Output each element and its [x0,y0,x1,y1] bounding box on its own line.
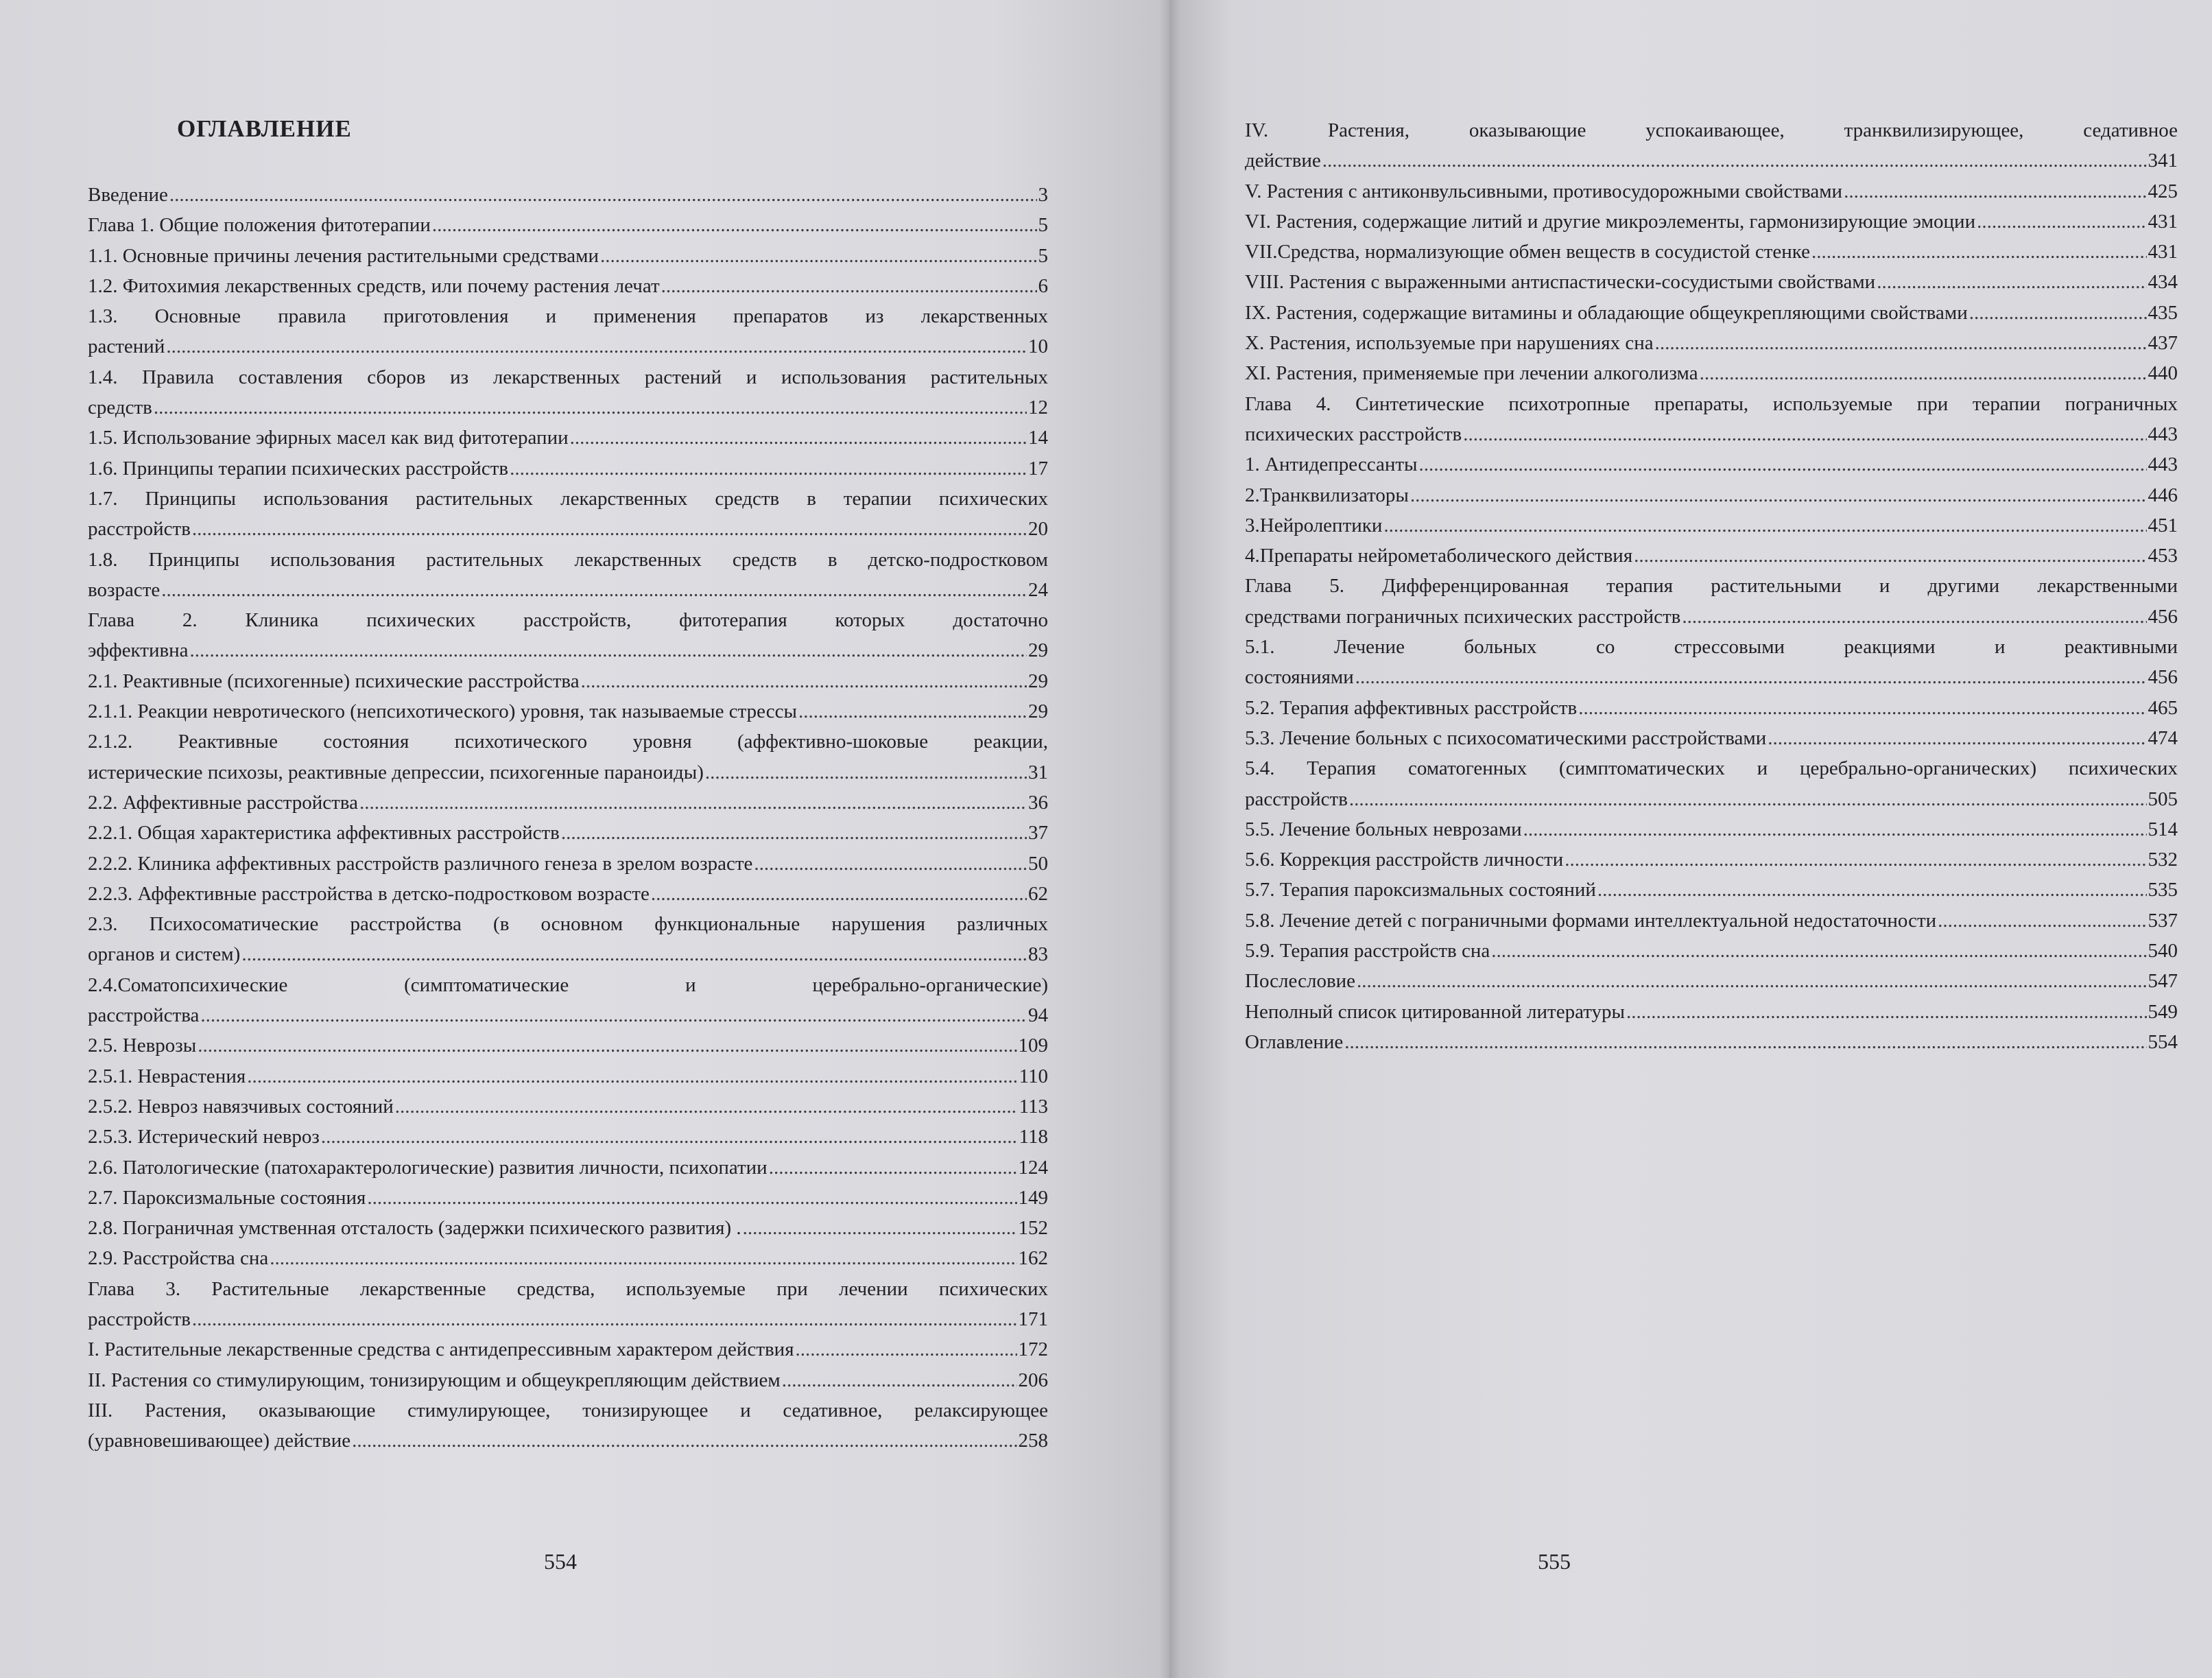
page-title: ОГЛАВЛЕНИЕ [177,115,352,142]
toc-entry-text: Глава 3. Растительные лекарственные средства, используемые при лечении психических [88,1277,1048,1300]
dot-leader [359,788,1027,818]
dot-leader [743,1213,1017,1243]
toc-entry [88,1061,1048,1091]
toc-page-number: 440 [2148,362,2178,385]
toc-entry [88,271,1048,301]
dot-leader [1355,662,2147,692]
toc-entry [88,362,1048,423]
toc-entry-text: XI. Растения, применяемые при лечении алкоголизма [1245,362,1698,385]
dot-leader [1565,844,2146,875]
toc-entry [1245,267,2178,297]
toc-page-number: 20 [1028,518,1048,541]
toc-entry [88,180,1048,210]
toc-page-number: 109 [1018,1035,1048,1057]
toc-entry-text: 1.7. Принципы использования растительных лекарственных средств в терапии психических [88,487,1048,510]
toc-entry [1245,328,2178,358]
toc-entry [1245,510,2178,541]
dot-leader [1419,449,2147,480]
toc-entry [1245,632,2178,693]
toc-entry-text: 1.5. Использование эфирных масел как вид фитотерапии [88,427,569,449]
toc-page-number: 31 [1028,761,1048,783]
toc-page-number: 83 [1028,943,1048,966]
toc-entry [1245,1027,2178,1057]
toc-entry [88,453,1048,484]
dot-leader [1357,966,2146,996]
dot-leader [1597,875,2147,905]
dot-leader [782,1365,1017,1395]
toc-entry [1245,571,2178,632]
toc-entry-text: 2.1.2. Реактивные состояния психотического уровня (аффективно-шоковые реакции, [88,731,1048,753]
toc-entry [88,301,1048,362]
toc-entry-text: 3.Нейролептики [1245,514,1383,536]
toc-entry [88,1122,1048,1152]
toc-page-number: 12 [1028,397,1048,419]
toc-page-number: 17 [1028,457,1048,480]
toc-entry-text: 2.2.3. Аффективные расстройства в детско-подростковом возрасте [88,882,650,905]
toc-page-number: 94 [1028,1004,1048,1027]
toc-entry [88,241,1048,271]
toc-entry [1245,753,2178,814]
dot-leader [510,453,1027,484]
toc-page-number: 10 [1028,335,1048,358]
toc-entry-text: средств [88,397,152,419]
dot-leader [600,241,1036,271]
toc-entry [1245,844,2178,875]
toc-page-number: 537 [2148,909,2178,932]
toc-page-number: 36 [1028,791,1048,814]
toc-page-number: 149 [1018,1186,1048,1209]
toc-entry [1245,906,2178,936]
toc-entry [88,1274,1048,1335]
toc-entry [88,1030,1048,1061]
toc-page-number: 152 [1018,1217,1048,1240]
toc-page-number: 29 [1028,670,1048,692]
toc-page-number: 162 [1018,1247,1048,1270]
toc-entry-text: средствами пограничных психических расстройств [1245,605,1681,628]
toc-page-number: 29 [1028,639,1048,662]
toc-entry-text: Оглавление [1245,1030,1344,1053]
toc-entry-text: 1.6. Принципы терапии психических расстройств [88,457,509,480]
toc-entry-text: расстройств [88,1308,191,1330]
dot-leader [367,1183,1016,1213]
toc-entry-text: 1.8. Принципы использования растительных лекарственных средств в детско-подростковом [88,548,1048,571]
toc-entry [1245,723,2178,753]
toc-entry-text: 5.3. Лечение больных с психосоматическими расстройствами [1245,726,1767,749]
toc-entry-text: VI. Растения, содержащие литий и другие микроэлементы, гармонизирующие эмоции [1245,210,1976,233]
dot-leader [769,1153,1017,1183]
dot-leader [798,696,1027,726]
dot-leader [198,1030,1016,1061]
dot-leader [1383,510,2146,541]
toc-entry-text: Неполный список цитированной литературы [1245,1000,1625,1023]
toc-entry [88,1243,1048,1273]
toc-page-number: 514 [2148,818,2178,840]
dot-leader [1768,723,2146,753]
toc-page-number: 5 [1038,214,1048,237]
toc-entry-text: 1.1. Основные причины лечения растительными средствами [88,244,599,267]
toc-page-number: 171 [1018,1308,1048,1330]
dot-leader [561,818,1027,848]
dot-leader [796,1334,1017,1364]
toc-entry [1245,966,2178,996]
dot-leader [570,423,1027,453]
dot-leader [166,331,1027,362]
toc-entry [1245,449,2178,480]
toc-entry-text: 2.1. Реактивные (психогенные) психические расстройства [88,670,580,692]
toc-page-number: 505 [2148,788,2178,810]
toc-entry [88,970,1048,1031]
toc-entry [88,696,1048,726]
toc-entry [88,788,1048,818]
toc-page-number: 258 [1018,1430,1048,1452]
toc-entry [1245,389,2178,450]
toc-entry-text: Послесловие [1245,970,1356,993]
toc-entry-text: истерические психозы, реактивные депрессии, психогенные параноиды) [88,761,704,783]
toc-entry [1245,480,2178,510]
dot-leader [1682,602,2146,632]
toc-page-number: 549 [2148,1000,2178,1023]
toc-entry-text: 2.9. Расстройства сна [88,1247,269,1270]
page-number-left: 554 [544,1549,577,1574]
dot-leader [270,1243,1016,1273]
toc-entry-text: расстройств [88,518,191,541]
toc-page-number: 172 [1018,1338,1048,1361]
toc-page-number: 341 [2148,150,2178,172]
toc-entry-text: возрасте [88,578,160,601]
toc-page-number: 431 [2148,241,2178,263]
dot-leader [1634,541,2146,571]
dot-leader [1578,693,2146,723]
toc-entry-text: психических расстройств [1245,423,1462,445]
dot-leader [169,180,1037,210]
dot-leader [200,1000,1027,1030]
toc-page-number: 443 [2148,423,2178,445]
toc-page-number: 206 [1018,1369,1048,1391]
toc-entry [88,605,1048,666]
toc-page-number: 110 [1019,1065,1048,1087]
dot-leader [1463,419,2146,449]
dot-leader [651,879,1027,909]
toc-entry-text: органов и систем) [88,943,241,966]
toc-entry-text: 2.5.2. Невроз навязчивых состояний [88,1095,394,1118]
toc-page-number: 113 [1019,1095,1048,1118]
toc-page-number: 443 [2148,453,2178,476]
toc-entry [88,879,1048,909]
toc-entry-text: 1.4. Правила составления сборов из лекарственных растений и использования растительных [88,366,1048,388]
toc-entry [88,210,1048,240]
toc-entry-text: IV. Растения, оказывающие успокаивающее, транквилизирующее, седативное [1245,119,2178,141]
dot-leader [705,757,1027,788]
toc-entry [88,726,1048,788]
toc-entry [1245,814,2178,844]
toc-entry-text: (уравновешивающее) действие [88,1430,351,1452]
toc-page-number: 453 [2148,545,2178,567]
dot-leader [1700,358,2147,388]
toc-entry-text: Глава 1. Общие положения фитотерапии [88,214,431,237]
toc-entry [1245,358,2178,388]
toc-entry-text: IX. Растения, содержащие витамины и обладающие общеукрепляющими свойствами [1245,301,1968,324]
toc-list-right [1245,115,2178,1057]
toc-entry [88,818,1048,848]
toc-entry [88,909,1048,970]
toc-page-number: 124 [1018,1156,1048,1179]
toc-entry [88,849,1048,879]
toc-entry-text: 2.5. Неврозы [88,1035,197,1057]
toc-page-number: 435 [2148,301,2178,324]
toc-page-number: 29 [1028,700,1048,723]
toc-entry-text: 4.Препараты нейрометаболического действия [1245,545,1633,567]
dot-leader [161,575,1027,605]
toc-page-number: 62 [1028,882,1048,905]
dot-leader [1491,936,2146,966]
toc-entry-text: 1. Антидепрессанты [1245,453,1418,476]
toc-entry-text: Глава 4. Синтетические психотропные препараты, используемые при терапии пограничных [1245,392,2178,415]
toc-entry [1245,298,2178,328]
dot-leader [1349,784,2147,814]
toc-entry [88,1153,1048,1183]
toc-entry-text: расстройства [88,1004,200,1027]
toc-entry [88,1091,1048,1122]
toc-list-left [88,180,1048,1456]
toc-entry [88,666,1048,696]
toc-entry-text: растений [88,335,165,358]
dot-leader [1811,237,2146,267]
dot-leader [1322,145,2147,176]
toc-entry-text: I. Растительные лекарственные средства с антидепрессивным характером действия [88,1338,794,1361]
dot-leader [1410,480,2147,510]
toc-entry [88,1213,1048,1243]
toc-page-number: 37 [1028,822,1048,844]
toc-entry-text: VII.Средства, нормализующие обмен веществ в сосудистой стенке [1245,241,1811,263]
toc-page-number: 474 [2148,726,2178,749]
dot-leader [395,1091,1018,1122]
dot-leader [1938,906,2146,936]
dot-leader [1877,267,2146,297]
toc-entry-text: 5.5. Лечение больных неврозами [1245,818,1522,840]
toc-entry [1245,693,2178,723]
toc-page-number: 118 [1019,1126,1048,1148]
toc-entry-text: V. Растения с антиконвульсивными, противосудорожными свойствами [1245,180,1843,202]
toc-entry [88,1334,1048,1364]
toc-page-number: 456 [2148,666,2178,689]
dot-leader [432,210,1037,240]
dot-leader [321,1122,1018,1152]
toc-entry [88,1395,1048,1456]
right-page [1169,0,2212,1678]
toc-entry-text: расстройств [1245,788,1348,810]
toc-page-number: 532 [2148,849,2178,871]
toc-entry-text: 2.2. Аффективные расстройства [88,791,358,814]
toc-entry-text: 5.8. Лечение детей с пограничными формами интеллектуальной недостаточности [1245,909,1937,932]
toc-entry-text: 2.7. Пароксизмальные состояния [88,1186,366,1209]
toc-entry-text: 2.2.1. Общая характеристика аффективных расстройств [88,822,560,844]
toc-entry-text: 1.2. Фитохимия лекарственных средств, или почему растения лечат [88,274,660,297]
toc-entry-text: 5.9. Терапия расстройств сна [1245,940,1490,962]
dot-leader [754,849,1027,879]
toc-page-number: 547 [2148,970,2178,993]
toc-page-number: 6 [1038,274,1048,297]
toc-entry-text: 2.3. Психосоматические расстройства (в основном функциональные нарушения различных [88,913,1048,936]
toc-page-number: 465 [2148,696,2178,719]
toc-entry-text: 2.8. Пограничная умственная отсталость (задержки психического развития) . [88,1217,741,1240]
toc-entry-text: VIII. Растения с выраженными антиспастически-сосудистыми свойствами [1245,271,1876,294]
toc-entry-text: 2.6. Патологические (патохарактерологические) развития личности, психопатии [88,1156,768,1179]
toc-entry-text: 5.7. Терапия пароксизмальных состояний [1245,879,1596,901]
toc-entry-text: III. Растения, оказывающие стимулирующее, тонизирующее и седативное, релаксирующее [88,1399,1048,1421]
toc-page-number: 446 [2148,484,2178,506]
dot-leader [1844,176,2146,206]
dot-leader [190,635,1027,665]
toc-entry-text: 5.1. Лечение больных со стрессовыми реакциями и реактивными [1245,636,2178,659]
toc-entry [88,423,1048,453]
toc-entry [1245,997,2178,1027]
toc-entry-text: Глава 5. Дифференцированная терапия растительными и другими лекарственными [1245,575,2178,598]
toc-entry-text: состояниями [1245,666,1354,689]
dot-leader [352,1426,1016,1456]
toc-entry-text: 5.4. Терапия соматогенных (симптоматических и церебрально-органических) психических [1245,757,2178,780]
toc-page-number: 554 [2148,1030,2178,1053]
toc-entry-text: II. Растения со стимулирующим, тонизирующим и общеукрепляющим действием [88,1369,781,1391]
dot-leader [1969,298,2147,328]
toc-entry-text: 2.Транквилизаторы [1245,484,1409,506]
dot-leader [241,939,1027,969]
dot-leader [1344,1027,2146,1057]
toc-entry [1245,237,2178,267]
toc-entry [1245,875,2178,905]
toc-entry [1245,541,2178,571]
page-number-right: 555 [1538,1549,1571,1574]
toc-page-number: 425 [2148,180,2178,202]
toc-entry-text: Глава 2. Клиника психических расстройств, фитотерапия которых достаточно [88,609,1048,632]
toc-entry [1245,115,2178,176]
toc-page-number: 535 [2148,879,2178,901]
toc-page-number: 451 [2148,514,2178,536]
toc-page-number: 431 [2148,210,2178,233]
toc-entry [1245,176,2178,206]
toc-page-number: 5 [1038,244,1048,267]
dot-leader [1626,997,2147,1027]
dot-leader [1523,814,2147,844]
toc-entry [1245,936,2178,966]
toc-entry [88,484,1048,545]
dot-leader [1977,206,2146,237]
toc-page-number: 24 [1028,578,1048,601]
toc-entry-text: 2.2.2. Клиника аффективных расстройств различного генеза в зрелом возрасте [88,852,753,875]
toc-entry-text: Введение [88,184,168,206]
toc-entry [88,1365,1048,1395]
toc-entry-text: 2.5.1. Неврастения [88,1065,246,1087]
toc-entry-text: 5.6. Коррекция расстройств личности [1245,849,1564,871]
toc-entry-text: 2.1.1. Реакции невротического (непсихотического) уровня, так называемые стрессы [88,700,797,723]
toc-page-number: 50 [1028,852,1048,875]
dot-leader [1655,328,2147,358]
toc-entry-text: X. Растения, используемые при нарушениях сна [1245,332,1654,355]
book-gutter [1159,0,1180,1678]
toc-page-number: 540 [2148,940,2178,962]
toc-entry [1245,206,2178,237]
toc-page-number: 437 [2148,332,2178,355]
toc-entry [88,1183,1048,1213]
toc-entry [88,545,1048,606]
toc-entry-text: эффективна [88,639,189,662]
toc-page-number: 434 [2148,271,2178,294]
dot-leader [581,666,1027,696]
dot-leader [154,392,1027,423]
toc-page-number: 14 [1028,427,1048,449]
toc-page-number: 3 [1038,184,1048,206]
toc-entry-text: 5.2. Терапия аффективных расстройств [1245,696,1578,719]
toc-entry-text: 2.5.3. Истерический невроз [88,1126,320,1148]
dot-leader [192,514,1027,544]
toc-entry-text: 2.4.Соматопсихические (симптоматические и церебрально-органические) [88,973,1048,996]
dot-leader [192,1304,1017,1334]
dot-leader [661,271,1037,301]
toc-entry-text: действие [1245,150,1321,172]
toc-page-number: 456 [2148,605,2178,628]
dot-leader [247,1061,1017,1091]
toc-entry-text: 1.3. Основные правила приготовления и применения препаратов из лекарственных [88,305,1048,328]
